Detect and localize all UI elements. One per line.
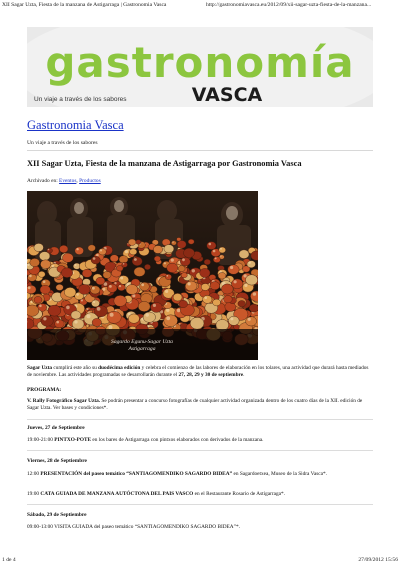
apple-shape xyxy=(107,311,121,323)
apple-shape xyxy=(63,253,74,262)
print-datetime: 27/09/2012 15:56 xyxy=(358,557,398,563)
apple-shape xyxy=(219,255,224,259)
apple-shape xyxy=(200,268,210,277)
apple-highlight xyxy=(119,285,121,287)
apple-highlight xyxy=(74,320,77,323)
apple-highlight xyxy=(171,259,174,262)
intro-paragraph: Sagar Uzta cumplirá este año su duodécima edición y celebra el comienzo de las labores de elaboración en los tolares, una actividad que durará hasta mediados de noviembre. Las actividades programadas se desarrollarán durante el 27, 28, 29 y 30 de septiembre. xyxy=(27,365,369,379)
apple-shape xyxy=(94,306,107,317)
apple-shape xyxy=(72,319,84,329)
banner-tagline: Un viaje a través de los sabores xyxy=(34,96,127,103)
apple-shape xyxy=(204,259,211,265)
page-number: 1 de 4 xyxy=(2,557,16,563)
apple-shape xyxy=(246,317,257,326)
apple-shape xyxy=(40,285,50,294)
apple-shape xyxy=(41,316,53,327)
apple-shape xyxy=(88,245,96,251)
apple-shape xyxy=(207,242,216,250)
apple-shape xyxy=(136,240,141,245)
apple-shape xyxy=(231,279,243,289)
apple-shape xyxy=(201,284,209,291)
apple-shape xyxy=(103,271,111,278)
apple-shape xyxy=(180,257,190,266)
apple-highlight xyxy=(204,297,207,300)
apple-shape xyxy=(130,249,137,255)
schedule-item: 09:00-13:00 VISITA GUIADA del paseo temático “SANTIAGOMENDIKO SAGARDO BIDEA”*. xyxy=(27,524,240,530)
apple-shape xyxy=(173,293,182,301)
apple-highlight xyxy=(249,262,251,264)
post-categories xyxy=(27,178,101,184)
apple-shape xyxy=(224,296,233,303)
apple-highlight xyxy=(43,280,46,283)
print-footer xyxy=(2,556,398,565)
divider xyxy=(27,450,373,451)
apple-highlight xyxy=(244,274,247,277)
apple-shape xyxy=(128,239,136,245)
apple-shape xyxy=(238,301,246,307)
apple-highlight xyxy=(165,290,168,293)
apple-shape xyxy=(203,295,212,303)
apple-shape xyxy=(79,284,91,294)
apple-shape xyxy=(61,268,72,278)
apple-highlight xyxy=(29,275,32,278)
apple-highlight xyxy=(230,266,233,269)
apple-shape xyxy=(184,248,195,257)
print-page-title: XII Sagar Uzta, Fiesta de la manzana de Astigarraga | Gastronomia Vasca xyxy=(2,2,167,8)
apple-shape xyxy=(151,302,163,312)
apple-highlight xyxy=(134,258,137,261)
apple-shape xyxy=(143,312,155,322)
apple-highlight xyxy=(132,294,135,297)
apple-highlight xyxy=(75,264,77,266)
apple-highlight xyxy=(153,304,156,307)
site-banner[interactable] xyxy=(27,27,373,107)
apple-shape xyxy=(56,284,63,290)
apple-shape xyxy=(119,256,128,264)
apple-shape xyxy=(82,269,92,277)
apple-shape xyxy=(30,258,40,266)
apple-shape xyxy=(128,314,139,323)
apple-shape xyxy=(228,316,239,325)
photo-caption-line1: Sagardo Egunu-Sagar Uzta xyxy=(111,339,173,345)
apple-highlight xyxy=(177,309,181,313)
apple-highlight xyxy=(76,248,78,250)
apple-highlight xyxy=(39,305,42,308)
apple-shape xyxy=(179,300,188,307)
apple-shape xyxy=(154,256,160,261)
apple-highlight xyxy=(56,321,59,324)
apple-shape xyxy=(134,267,145,276)
apple-shape xyxy=(28,274,37,282)
apple-highlight xyxy=(114,282,116,284)
apple-shape xyxy=(92,318,101,326)
apple-shape xyxy=(59,245,68,252)
apple-shape xyxy=(48,305,61,316)
apple-shape xyxy=(91,256,100,264)
apple-highlight xyxy=(110,313,114,317)
apple-highlight xyxy=(166,309,169,312)
apple-shape xyxy=(185,281,197,291)
apple-highlight xyxy=(120,277,123,280)
apple-highlight xyxy=(248,318,251,321)
apple-shape xyxy=(96,277,105,285)
apple-highlight xyxy=(188,282,191,285)
apple-shape xyxy=(114,295,127,306)
day-heading: Sábado, 29 de Septiembre xyxy=(27,512,87,518)
apple-shape xyxy=(190,317,204,329)
apple-shape xyxy=(138,301,150,311)
day-heading: Jueves, 27 de Septiembre xyxy=(27,425,85,431)
print-page-url: http://gastronomiavasca.eu/2012/09/xii-sagar-uzta-fiesta-de-la-manzana... xyxy=(206,2,372,8)
apple-highlight xyxy=(244,284,247,287)
apple-highlight xyxy=(81,299,83,301)
category-link-productos[interactable]: Productos xyxy=(79,178,101,184)
apple-shape xyxy=(247,261,256,268)
apple-shape xyxy=(210,282,220,290)
apple-shape xyxy=(34,296,42,303)
divider xyxy=(27,150,373,151)
apple-shape xyxy=(219,247,226,253)
apple-highlight xyxy=(108,325,112,329)
logo-word-bottom: VASCA xyxy=(191,84,263,106)
apple-highlight xyxy=(166,275,168,277)
apple-shape xyxy=(27,285,36,294)
apple-highlight xyxy=(230,317,233,320)
apple-highlight xyxy=(27,264,29,266)
apple-shape xyxy=(34,243,44,251)
apple-highlight xyxy=(253,292,256,295)
category-separator: , xyxy=(76,178,78,184)
apple-shape xyxy=(221,284,233,294)
post-title: XII Sagar Uzta, Fiesta de la manzana de Astigarraga por Gastronomia Vasca xyxy=(27,159,302,168)
post-photo xyxy=(27,191,258,360)
apple-shape xyxy=(117,266,124,272)
apple-highlight xyxy=(220,248,222,250)
apple-shape xyxy=(110,255,118,262)
apple-highlight xyxy=(215,257,217,259)
apple-highlight xyxy=(93,257,96,260)
apple-shape xyxy=(165,274,171,279)
apple-highlight xyxy=(146,313,149,316)
apple-shape xyxy=(228,265,239,275)
apple-shape xyxy=(178,266,185,272)
programa-heading: PROGRAMA: xyxy=(27,387,62,393)
apple-highlight xyxy=(172,241,173,242)
apple-shape xyxy=(126,285,138,295)
logo-word-top: gastronomía xyxy=(45,38,355,87)
apple-highlight xyxy=(123,263,125,265)
apple-shape xyxy=(164,245,174,253)
apple-shape xyxy=(249,304,258,312)
apple-shape xyxy=(75,247,84,255)
apple-shape xyxy=(188,239,194,244)
apple-pile-image xyxy=(27,191,258,360)
print-header xyxy=(2,1,398,10)
apple-shape xyxy=(144,264,150,269)
apple-shape xyxy=(246,275,258,285)
site-title-link[interactable]: Gastronomia Vasca xyxy=(27,118,124,132)
apple-highlight xyxy=(48,249,50,251)
apple-highlight xyxy=(66,306,70,310)
apple-shape xyxy=(140,282,150,290)
apple-highlight xyxy=(164,262,166,264)
apple-highlight xyxy=(28,286,31,289)
banner-logo xyxy=(27,27,373,107)
apple-highlight xyxy=(87,314,91,318)
apple-shape xyxy=(71,311,81,319)
apple-shape xyxy=(213,299,221,306)
apple-shape xyxy=(132,257,142,266)
apple-shape xyxy=(39,252,50,261)
apple-highlight xyxy=(96,254,99,257)
apple-shape xyxy=(55,320,65,328)
apple-highlight xyxy=(125,250,128,253)
apple-shape xyxy=(107,284,117,292)
apple-shape xyxy=(27,305,39,316)
apple-shape xyxy=(218,273,226,280)
apple-highlight xyxy=(182,258,185,261)
apple-shape xyxy=(99,248,107,255)
rally-paragraph: V. Rally Fotográfico Sagar Uzta. Se podrán presentar a concurso fotografías de cualquier actividad organizada dentro de los cuatro días de la XII. edición de Sagar Uzta. Ver bases y condiciones*. xyxy=(27,398,363,412)
apple-highlight xyxy=(234,280,237,283)
apple-shape xyxy=(181,273,187,278)
apple-highlight xyxy=(97,307,101,311)
apple-shape xyxy=(90,286,100,294)
apple-highlight xyxy=(209,243,212,246)
apple-shape xyxy=(118,284,126,291)
apple-shape xyxy=(40,260,50,269)
apple-highlight xyxy=(166,316,170,320)
apple-highlight xyxy=(220,255,221,256)
apple-shape xyxy=(167,263,178,272)
apple-shape xyxy=(239,250,249,259)
archived-label: Archivado en: xyxy=(27,178,58,184)
divider xyxy=(27,419,373,420)
apple-shape xyxy=(153,246,162,254)
apple-shape xyxy=(64,287,76,297)
schedule-item: 19:00-21:00 PINTXO-POTE en los bares de Astigarraga con pintxos elaborados con derivados de la manzana. xyxy=(27,437,264,443)
apple-shape xyxy=(164,315,178,327)
apple-highlight xyxy=(213,250,216,253)
apple-highlight xyxy=(93,301,95,303)
apple-shape xyxy=(171,241,176,245)
schedule-item: 12:00 PRESENTACIÓN del paseo temático “SANTIAGOMENDIKO SAGARDO BIDEA” en Sagardoetxea, Museo de la Sidra Vasca*. xyxy=(27,471,327,477)
site-description: Un viaje a través de los sabores xyxy=(27,140,98,146)
photo-caption-line2: Astigarraga xyxy=(128,346,156,352)
apple-highlight xyxy=(76,293,79,296)
schedule-item: 19:00 CATA GUIADA DE MANZANA AUTÓCTONA DEL PAIS VASCO en el Restaurante Rosario de Astigarraga*. xyxy=(27,491,285,497)
apple-highlight xyxy=(192,269,195,272)
apple-highlight xyxy=(92,287,95,290)
day-heading: Viernes, 28 de Septiembre xyxy=(27,458,87,464)
apple-shape xyxy=(177,241,186,249)
apple-highlight xyxy=(100,249,102,251)
apple-shape xyxy=(216,320,229,331)
apple-highlight xyxy=(43,317,46,320)
apple-highlight xyxy=(109,285,112,288)
divider xyxy=(27,504,373,505)
category-link-eventos[interactable]: Eventos xyxy=(59,178,77,184)
apple-highlight xyxy=(141,283,144,286)
